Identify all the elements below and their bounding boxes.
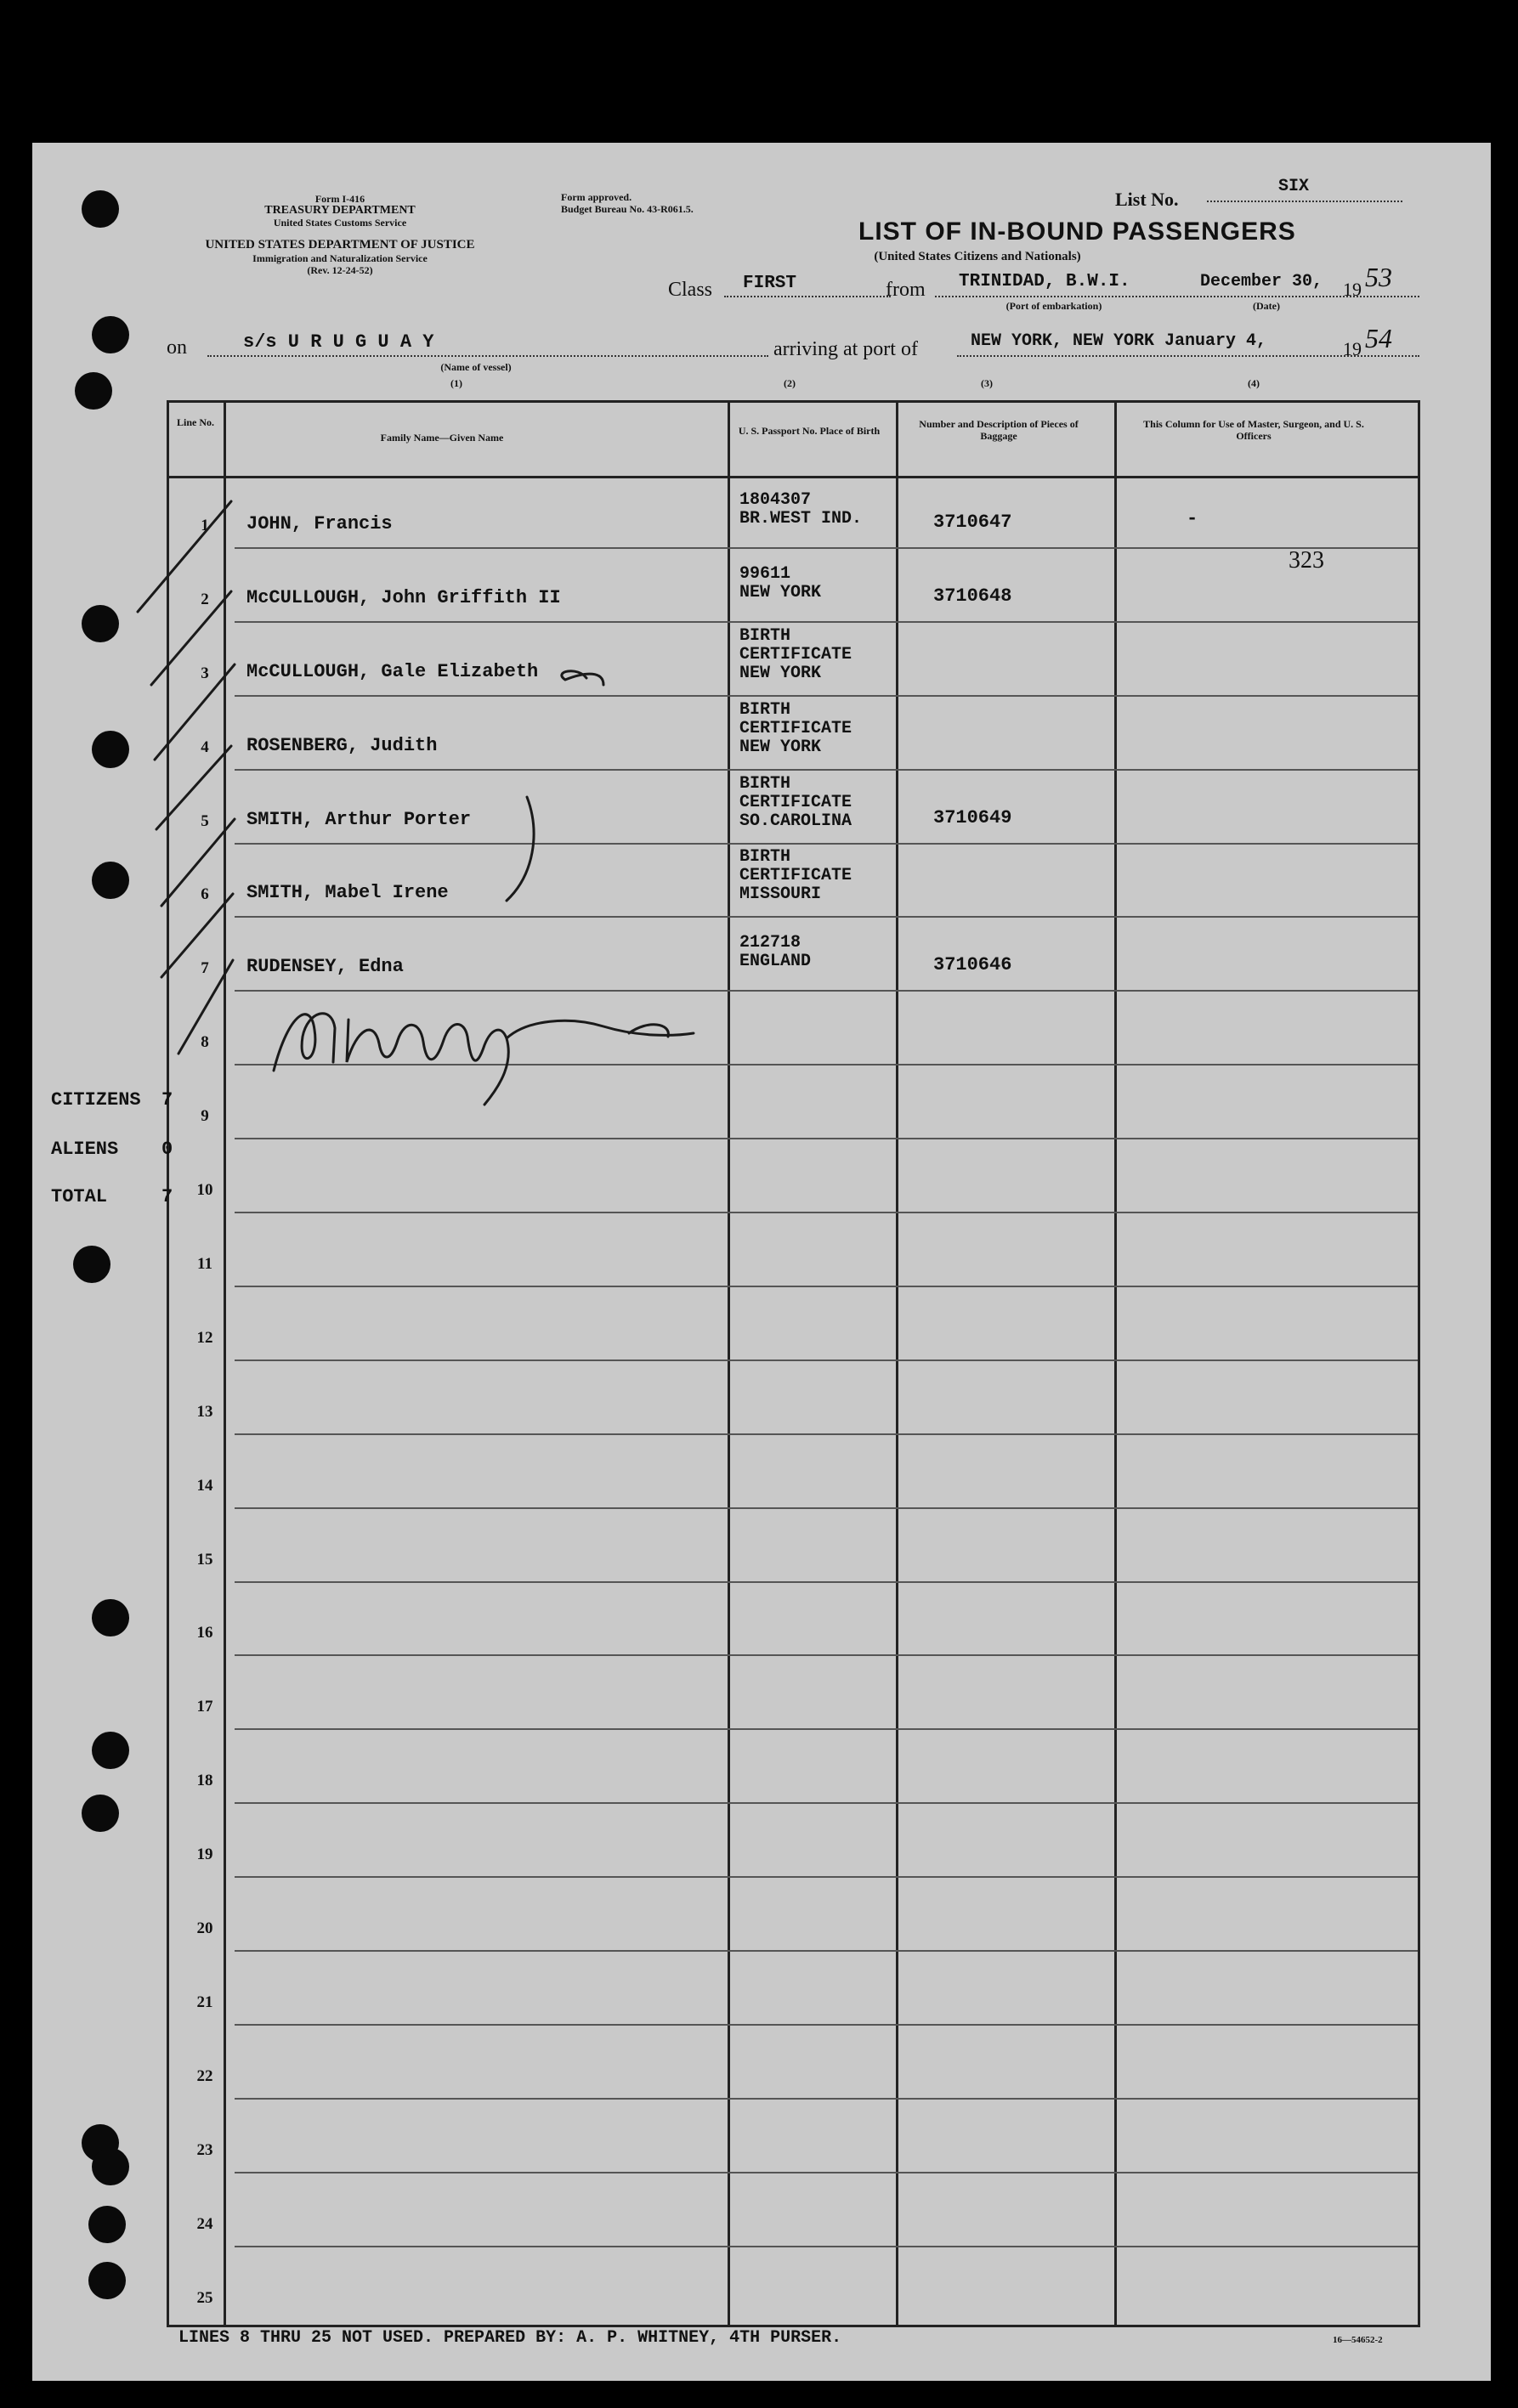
passenger-name: JOHN, Francis [246,512,393,534]
line-number: 20 [196,1919,213,1937]
line-number: 21 [196,1993,213,2011]
embark-caption: (Port of embarkation) [1005,300,1102,312]
line-number: 13 [196,1402,213,1421]
line-number: 12 [196,1328,213,1347]
col-head-officers: This Column for Use of Master, Surgeon, and U. S. Officers [1143,418,1364,442]
line-number: 3 [201,664,209,682]
row-divider [235,1654,1418,1656]
line-number: 2 [201,590,209,608]
passenger-name: SMITH, Arthur Porter [246,808,472,830]
row-divider [235,1581,1418,1583]
line-number: 1 [201,516,209,534]
col-ref-4: (4) [1248,377,1260,389]
treasury-dept: TREASURY DEPARTMENT [264,204,416,217]
customs-service: United States Customs Service [273,217,407,229]
punch-hole [92,316,129,353]
justice-dept: UNITED STATES DEPARTMENT OF JUSTICE [205,238,475,252]
line-number: 8 [201,1033,209,1052]
line-number: 7 [201,959,209,978]
passenger-name: SMITH, Mabel Irene [246,882,449,904]
total-count: 7 [161,1186,173,1207]
passport-or-birthplace: BIRTH [739,847,791,868]
line-number: 25 [196,2288,213,2307]
form-subtitle: (United States Citizens and Nationals) [874,250,1081,263]
from-label: from [886,279,926,301]
punch-hole [92,2148,129,2185]
passport-or-birthplace: BIRTH [739,625,791,646]
arrival-year-prefix: 19 [1343,338,1362,359]
col-ref-1: (1) [450,377,462,389]
class-label: Class [668,279,713,301]
revision: (Rev. 12-24-52) [307,264,373,276]
line-number: 15 [196,1550,213,1569]
line-number: 10 [196,1181,213,1199]
line-number: 22 [196,2066,213,2085]
officer-mark: - [1187,507,1198,529]
row-divider [235,1286,1418,1287]
col-head-name: Family Name—Given Name [380,432,504,444]
signature [127,476,739,1122]
col-ref-3: (3) [981,377,993,389]
aliens-count: 0 [161,1139,173,1160]
punch-hole [82,190,119,228]
passenger-name: RUDENSEY, Edna [246,956,404,978]
passenger-name: McCULLOUGH, John Griffith II [246,586,561,608]
embark-year: 53 [1365,262,1392,292]
arrival-port: NEW YORK, NEW YORK January 4, [971,331,1267,351]
punch-hole [92,862,129,899]
line-number: 18 [196,1772,213,1790]
row-divider [235,2024,1418,2026]
passenger-name: McCULLOUGH, Gale Elizabeth [246,660,539,682]
passport-or-birthplace: ENGLAND [739,952,812,972]
punch-hole [92,1732,129,1769]
row-divider [235,2098,1418,2100]
passport-or-birthplace: SO.CAROLINA [739,811,852,831]
punch-hole [82,605,119,642]
line-number: 24 [196,2214,213,2233]
punch-hole [88,2262,126,2299]
arrival-year: 54 [1365,323,1392,353]
row-divider [235,2172,1418,2173]
line-number: 9 [201,1107,209,1126]
row-divider [235,1433,1418,1435]
total-label: TOTAL [51,1186,108,1207]
line-number: 23 [196,2140,213,2159]
embark-year-prefix: 19 [1343,279,1362,300]
date-caption: (Date) [1253,300,1280,312]
punch-hole [82,1795,119,1832]
passport-or-birthplace: NEW YORK [739,737,822,757]
row-divider [235,1359,1418,1361]
citizens-count: 7 [161,1089,173,1111]
form-approved: Form approved. [561,191,632,203]
passenger-name: ROSENBERG, Judith [246,734,438,756]
line-number: 16 [196,1624,213,1642]
line-number: 6 [201,885,209,904]
col-head-line: Line No. [176,416,214,428]
citizens-label: CITIZENS [51,1089,141,1111]
line-number: 5 [201,811,209,830]
passport-or-birthplace: CERTIFICATE [739,866,852,886]
form-title: LIST OF IN-BOUND PASSENGERS [858,218,1296,246]
arriving-label: arriving at port of [773,338,918,360]
baggage-number: 3710648 [933,585,1012,607]
col-head-baggage: Number and Description of Pieces of Baggage [919,418,1079,442]
passport-or-birthplace: 1804307 [739,489,812,510]
annotation-323: 323 [1289,547,1324,574]
col-ref-2: (2) [784,377,796,389]
form-code: 16—54652-2 [1333,2335,1383,2345]
passport-or-birthplace: CERTIFICATE [739,718,852,738]
passport-or-birthplace: 99611 [739,563,791,584]
passport-or-birthplace: MISSOURI [739,885,822,905]
list-no-label: List No. [1115,189,1179,210]
class-value: FIRST [743,274,797,293]
footer-note: LINES 8 THRU 25 NOT USED. PREPARED BY: A. P. WHITNEY, 4TH PURSER. [178,2328,842,2348]
form-number: Form I-416 [314,193,365,205]
passport-or-birthplace: CERTIFICATE [739,792,852,812]
passport-or-birthplace: NEW YORK [739,663,822,683]
budget-bureau: Budget Bureau No. 43-R061.5. [561,203,694,215]
list-no-value: SIX [1278,177,1310,196]
vessel-name: s/s U R U G U A Y [243,331,434,353]
line-number: 4 [201,738,209,756]
row-divider [235,1138,1418,1139]
ins-service: Immigration and Naturalization Service [252,252,428,264]
col-head-passport: U. S. Passport No. Place of Birth [738,425,881,437]
vessel-caption: (Name of vessel) [440,361,512,373]
punch-hole [75,372,112,410]
punch-hole [73,1246,110,1283]
row-divider [235,1212,1418,1213]
row-divider [235,1507,1418,1509]
row-divider [235,1876,1418,1878]
on-label: on [167,336,187,359]
punch-hole [92,731,129,768]
aliens-label: ALIENS [51,1139,119,1160]
passport-or-birthplace: 212718 [739,933,801,953]
line-number: 14 [196,1476,213,1495]
baggage-number: 3710646 [933,954,1012,976]
passport-or-birthplace: CERTIFICATE [739,644,852,664]
passport-or-birthplace: BR.WEST IND. [739,508,863,529]
port-of-embarkation: TRINIDAD, B.W.I. [959,272,1130,291]
line-number: 11 [197,1254,212,1273]
baggage-number: 3710647 [933,511,1012,533]
passport-or-birthplace: NEW YORK [739,582,822,602]
row-divider [235,2246,1418,2247]
passport-or-birthplace: BIRTH [739,773,791,794]
line-number: 19 [196,1846,213,1864]
embarkation-date: December 30, [1200,272,1323,291]
punch-hole [92,1599,129,1636]
row-divider [235,1950,1418,1952]
row-divider [235,1728,1418,1730]
row-divider [235,1802,1418,1804]
baggage-number: 3710649 [933,806,1012,828]
passport-or-birthplace: BIRTH [739,699,791,720]
punch-hole [88,2206,126,2243]
line-number: 17 [196,1698,213,1716]
